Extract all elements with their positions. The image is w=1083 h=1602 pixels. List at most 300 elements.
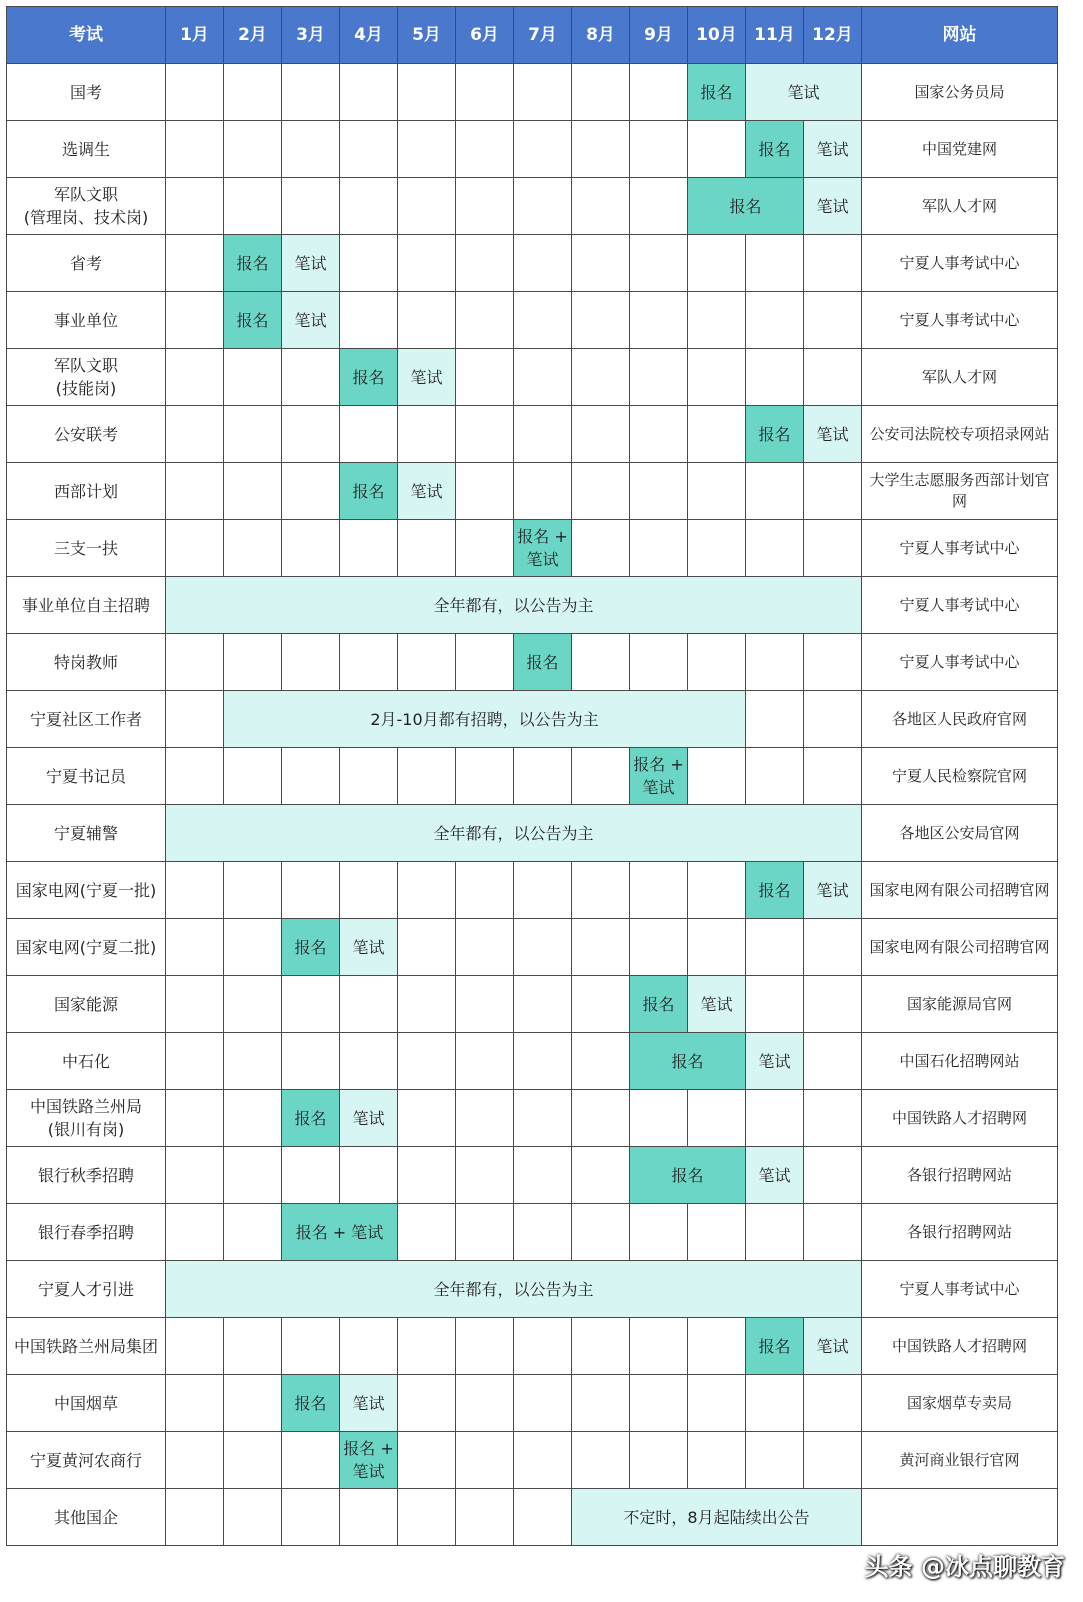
exam-name: 宁夏书记员 [7, 748, 166, 805]
empty-cell [398, 919, 456, 976]
empty-cell [514, 1489, 572, 1546]
registration-cell: 报名 [514, 634, 572, 691]
written-exam-cell: 笔试 [688, 976, 746, 1033]
header-month: 12月 [804, 7, 862, 64]
empty-cell [166, 121, 224, 178]
empty-cell [688, 1318, 746, 1375]
source-website: 黄河商业银行官网 [862, 1432, 1058, 1489]
empty-cell [282, 406, 340, 463]
empty-cell [688, 406, 746, 463]
source-website: 宁夏人事考试中心 [862, 292, 1058, 349]
empty-cell [166, 919, 224, 976]
empty-cell [224, 1033, 282, 1090]
empty-cell [456, 1375, 514, 1432]
table-row [7, 748, 1058, 805]
registration-cell: 报名 [282, 919, 340, 976]
empty-cell [630, 349, 688, 406]
empty-cell [398, 1033, 456, 1090]
registration-cell: 报名 [630, 1033, 746, 1090]
empty-cell [746, 1432, 804, 1489]
empty-cell [804, 235, 862, 292]
empty-cell [456, 862, 514, 919]
empty-cell [282, 1432, 340, 1489]
exam-name: 三支一扶 [7, 520, 166, 577]
empty-cell [456, 235, 514, 292]
header-month: 8月 [572, 7, 630, 64]
empty-cell [456, 463, 514, 520]
exam-name: 国家能源 [7, 976, 166, 1033]
registration-cell: 报名 + 笔试 [630, 748, 688, 805]
empty-cell [514, 1432, 572, 1489]
empty-cell [514, 349, 572, 406]
empty-cell [688, 520, 746, 577]
period-note-cell: 全年都有，以公告为主 [166, 1261, 862, 1318]
empty-cell [572, 520, 630, 577]
empty-cell [804, 1375, 862, 1432]
source-website: 宁夏人事考试中心 [862, 235, 1058, 292]
table-row [7, 520, 1058, 577]
empty-cell [630, 178, 688, 235]
empty-cell [224, 1432, 282, 1489]
empty-cell [572, 1432, 630, 1489]
empty-cell [398, 235, 456, 292]
empty-cell [456, 64, 514, 121]
source-website: 国家烟草专卖局 [862, 1375, 1058, 1432]
table-body [7, 64, 1058, 1546]
exam-name: 银行春季招聘 [7, 1204, 166, 1261]
watermark: 头条 @冰点聊教育 [864, 1553, 1065, 1581]
source-website: 国家电网有限公司招聘官网 [862, 919, 1058, 976]
header-month: 5月 [398, 7, 456, 64]
empty-cell [804, 520, 862, 577]
empty-cell [688, 349, 746, 406]
empty-cell [340, 976, 398, 1033]
empty-cell [746, 634, 804, 691]
empty-cell [398, 520, 456, 577]
empty-cell [514, 292, 572, 349]
empty-cell [572, 406, 630, 463]
written-exam-cell: 笔试 [746, 64, 862, 121]
empty-cell [224, 1489, 282, 1546]
registration-cell: 报名 [746, 121, 804, 178]
empty-cell [572, 1318, 630, 1375]
empty-cell [746, 1204, 804, 1261]
empty-cell [224, 919, 282, 976]
header-month: 3月 [282, 7, 340, 64]
empty-cell [398, 1375, 456, 1432]
source-website: 宁夏人事考试中心 [862, 634, 1058, 691]
empty-cell [282, 520, 340, 577]
empty-cell [398, 1432, 456, 1489]
empty-cell [572, 292, 630, 349]
empty-cell [224, 976, 282, 1033]
empty-cell [572, 64, 630, 121]
table-row [7, 1261, 1058, 1318]
table-row [7, 1204, 1058, 1261]
empty-cell [166, 235, 224, 292]
empty-cell [456, 1090, 514, 1147]
empty-cell [746, 1375, 804, 1432]
written-exam-cell: 笔试 [282, 235, 340, 292]
empty-cell [572, 1147, 630, 1204]
empty-cell [340, 1033, 398, 1090]
empty-cell [630, 235, 688, 292]
empty-cell [282, 463, 340, 520]
empty-cell [804, 691, 862, 748]
table-row [7, 976, 1058, 1033]
exam-name: 国家电网(宁夏一批) [7, 862, 166, 919]
header-month: 4月 [340, 7, 398, 64]
empty-cell [746, 691, 804, 748]
empty-cell [746, 520, 804, 577]
empty-cell [688, 292, 746, 349]
header-month: 9月 [630, 7, 688, 64]
empty-cell [224, 520, 282, 577]
empty-cell [282, 634, 340, 691]
empty-cell [456, 292, 514, 349]
table-row [7, 1033, 1058, 1090]
empty-cell [224, 178, 282, 235]
table-row [7, 1375, 1058, 1432]
empty-cell [514, 121, 572, 178]
empty-cell [340, 862, 398, 919]
empty-cell [688, 748, 746, 805]
empty-cell [398, 1090, 456, 1147]
exam-name: 宁夏辅警 [7, 805, 166, 862]
empty-cell [630, 1318, 688, 1375]
table-row [7, 919, 1058, 976]
header-month: 11月 [746, 7, 804, 64]
source-website: 宁夏人民检察院官网 [862, 748, 1058, 805]
written-exam-cell: 笔试 [340, 1090, 398, 1147]
empty-cell [282, 64, 340, 121]
table-row [7, 1090, 1058, 1147]
empty-cell [572, 349, 630, 406]
empty-cell [688, 121, 746, 178]
empty-cell [804, 634, 862, 691]
empty-cell [166, 349, 224, 406]
empty-cell [398, 121, 456, 178]
table-row [7, 1147, 1058, 1204]
empty-cell [340, 520, 398, 577]
empty-cell [166, 520, 224, 577]
empty-cell [804, 748, 862, 805]
source-website: 军队人才网 [862, 349, 1058, 406]
empty-cell [224, 634, 282, 691]
empty-cell [224, 121, 282, 178]
exam-name: 银行秋季招聘 [7, 1147, 166, 1204]
empty-cell [688, 862, 746, 919]
empty-cell [514, 976, 572, 1033]
exam-name: 宁夏人才引进 [7, 1261, 166, 1318]
table-row [7, 862, 1058, 919]
empty-cell [456, 634, 514, 691]
empty-cell [340, 1147, 398, 1204]
empty-cell [166, 1033, 224, 1090]
registration-cell: 报名 [688, 64, 746, 121]
registration-cell: 报名 [746, 862, 804, 919]
empty-cell [398, 178, 456, 235]
source-website: 中国铁路人才招聘网 [862, 1090, 1058, 1147]
empty-cell [224, 1204, 282, 1261]
empty-cell [804, 1204, 862, 1261]
registration-cell: 报名 [688, 178, 804, 235]
empty-cell [688, 235, 746, 292]
empty-cell [804, 1090, 862, 1147]
empty-cell [746, 463, 804, 520]
empty-cell [746, 292, 804, 349]
written-exam-cell: 笔试 [398, 463, 456, 520]
table-row [7, 1318, 1058, 1375]
empty-cell [746, 748, 804, 805]
written-exam-cell: 笔试 [804, 1318, 862, 1375]
empty-cell [282, 976, 340, 1033]
empty-cell [514, 1375, 572, 1432]
written-exam-cell: 笔试 [282, 292, 340, 349]
registration-cell: 报名 [630, 1147, 746, 1204]
empty-cell [456, 1432, 514, 1489]
table-row [7, 805, 1058, 862]
exam-name: 其他国企 [7, 1489, 166, 1546]
source-website: 大学生志愿服务西部计划官网 [862, 463, 1058, 520]
header-month: 10月 [688, 7, 746, 64]
empty-cell [572, 919, 630, 976]
table-row [7, 406, 1058, 463]
period-note-cell: 全年都有，以公告为主 [166, 805, 862, 862]
empty-cell [224, 1147, 282, 1204]
empty-cell [456, 178, 514, 235]
empty-cell [224, 349, 282, 406]
empty-cell [688, 1090, 746, 1147]
empty-cell [804, 1147, 862, 1204]
exam-name: 特岗教师 [7, 634, 166, 691]
empty-cell [514, 748, 572, 805]
empty-cell [224, 1375, 282, 1432]
empty-cell [456, 121, 514, 178]
empty-cell [572, 463, 630, 520]
empty-cell [630, 1204, 688, 1261]
header-exam: 考试 [7, 7, 166, 64]
empty-cell [456, 1318, 514, 1375]
exam-name: 西部计划 [7, 463, 166, 520]
empty-cell [340, 1318, 398, 1375]
empty-cell [514, 919, 572, 976]
empty-cell [282, 1147, 340, 1204]
empty-cell [630, 634, 688, 691]
empty-cell [398, 1489, 456, 1546]
empty-cell [514, 1204, 572, 1261]
registration-cell: 报名 [224, 292, 282, 349]
empty-cell [166, 748, 224, 805]
empty-cell [456, 1147, 514, 1204]
source-website: 公安司法院校专项招录网站 [862, 406, 1058, 463]
source-website: 各银行招聘网站 [862, 1147, 1058, 1204]
empty-cell [398, 1318, 456, 1375]
exam-name: 中石化 [7, 1033, 166, 1090]
empty-cell [398, 862, 456, 919]
empty-cell [166, 976, 224, 1033]
empty-cell [340, 64, 398, 121]
empty-cell [804, 1033, 862, 1090]
empty-cell [514, 1318, 572, 1375]
empty-cell [746, 1090, 804, 1147]
empty-cell [572, 1090, 630, 1147]
table-row [7, 292, 1058, 349]
table-row [7, 1489, 1058, 1546]
registration-cell: 报名 [340, 463, 398, 520]
period-note-cell: 全年都有，以公告为主 [166, 577, 862, 634]
empty-cell [166, 64, 224, 121]
empty-cell [398, 976, 456, 1033]
written-exam-cell: 笔试 [746, 1147, 804, 1204]
header-month: 7月 [514, 7, 572, 64]
exam-name: 事业单位 [7, 292, 166, 349]
registration-cell: 报名 + 笔试 [282, 1204, 398, 1261]
empty-cell [572, 1033, 630, 1090]
empty-cell [572, 634, 630, 691]
empty-cell [456, 1204, 514, 1261]
empty-cell [572, 862, 630, 919]
empty-cell [456, 1033, 514, 1090]
empty-cell [514, 406, 572, 463]
source-website: 中国石化招聘网站 [862, 1033, 1058, 1090]
written-exam-cell: 笔试 [804, 121, 862, 178]
source-website: 国家公务员局 [862, 64, 1058, 121]
empty-cell [804, 292, 862, 349]
empty-cell [514, 64, 572, 121]
empty-cell [804, 976, 862, 1033]
empty-cell [688, 1375, 746, 1432]
empty-cell [398, 64, 456, 121]
registration-cell: 报名 [746, 1318, 804, 1375]
exam-name: 公安联考 [7, 406, 166, 463]
source-website: 各银行招聘网站 [862, 1204, 1058, 1261]
empty-cell [166, 1432, 224, 1489]
empty-cell [572, 748, 630, 805]
source-website: 各地区公安局官网 [862, 805, 1058, 862]
empty-cell [688, 1204, 746, 1261]
empty-cell [630, 1375, 688, 1432]
empty-cell [514, 1147, 572, 1204]
empty-cell [166, 1090, 224, 1147]
table-row [7, 1432, 1058, 1489]
table-row [7, 178, 1058, 235]
empty-cell [166, 1318, 224, 1375]
empty-cell [340, 406, 398, 463]
registration-cell: 报名 + 笔试 [340, 1432, 398, 1489]
period-note-cell: 不定时，8月起陆续出公告 [572, 1489, 862, 1546]
exam-schedule-table [6, 6, 1058, 1546]
empty-cell [456, 748, 514, 805]
header-row [7, 7, 1058, 64]
empty-cell [688, 1432, 746, 1489]
written-exam-cell: 笔试 [340, 1375, 398, 1432]
empty-cell [804, 919, 862, 976]
table-row [7, 463, 1058, 520]
empty-cell [166, 1489, 224, 1546]
empty-cell [340, 1489, 398, 1546]
empty-cell [340, 634, 398, 691]
empty-cell [630, 919, 688, 976]
empty-cell [398, 1204, 456, 1261]
empty-cell [398, 1147, 456, 1204]
source-website [862, 1489, 1058, 1546]
empty-cell [514, 463, 572, 520]
empty-cell [398, 292, 456, 349]
table-row [7, 121, 1058, 178]
registration-cell: 报名 [340, 349, 398, 406]
registration-cell: 报名 [282, 1090, 340, 1147]
written-exam-cell: 笔试 [804, 862, 862, 919]
empty-cell [166, 463, 224, 520]
empty-cell [630, 64, 688, 121]
empty-cell [166, 691, 224, 748]
empty-cell [630, 1432, 688, 1489]
empty-cell [282, 1318, 340, 1375]
empty-cell [630, 406, 688, 463]
empty-cell [456, 349, 514, 406]
empty-cell [224, 748, 282, 805]
empty-cell [746, 919, 804, 976]
empty-cell [224, 1318, 282, 1375]
empty-cell [514, 1033, 572, 1090]
empty-cell [224, 1090, 282, 1147]
empty-cell [456, 919, 514, 976]
empty-cell [282, 121, 340, 178]
empty-cell [282, 178, 340, 235]
empty-cell [340, 178, 398, 235]
empty-cell [630, 862, 688, 919]
empty-cell [456, 520, 514, 577]
empty-cell [398, 406, 456, 463]
header-month: 1月 [166, 7, 224, 64]
written-exam-cell: 笔试 [804, 406, 862, 463]
source-website: 宁夏人事考试中心 [862, 1261, 1058, 1318]
empty-cell [572, 1204, 630, 1261]
exam-name: 中国烟草 [7, 1375, 166, 1432]
registration-cell: 报名 + 笔试 [514, 520, 572, 577]
table-row [7, 691, 1058, 748]
empty-cell [630, 463, 688, 520]
source-website: 中国铁路人才招聘网 [862, 1318, 1058, 1375]
exam-name: 中国铁路兰州局 (银川有岗) [7, 1090, 166, 1147]
empty-cell [166, 1147, 224, 1204]
source-website: 国家能源局官网 [862, 976, 1058, 1033]
exam-name: 国家电网(宁夏二批) [7, 919, 166, 976]
empty-cell [514, 862, 572, 919]
empty-cell [630, 292, 688, 349]
empty-cell [572, 976, 630, 1033]
empty-cell [456, 976, 514, 1033]
written-exam-cell: 笔试 [398, 349, 456, 406]
empty-cell [282, 862, 340, 919]
source-website: 军队人才网 [862, 178, 1058, 235]
header-month: 2月 [224, 7, 282, 64]
empty-cell [224, 64, 282, 121]
empty-cell [224, 406, 282, 463]
empty-cell [340, 235, 398, 292]
empty-cell [166, 178, 224, 235]
empty-cell [572, 121, 630, 178]
empty-cell [804, 349, 862, 406]
empty-cell [224, 862, 282, 919]
exam-name: 省考 [7, 235, 166, 292]
table-row [7, 634, 1058, 691]
header-month: 6月 [456, 7, 514, 64]
empty-cell [804, 1432, 862, 1489]
table-row [7, 64, 1058, 121]
written-exam-cell: 笔试 [804, 178, 862, 235]
